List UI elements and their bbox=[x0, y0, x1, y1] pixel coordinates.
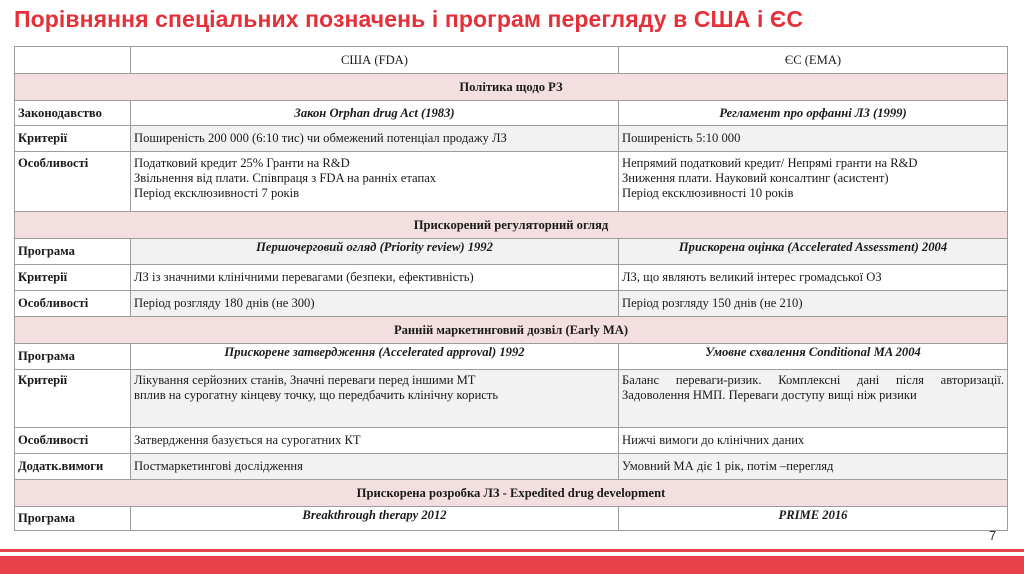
usa-cell: Період розгляду 180 днів (не 300) bbox=[131, 291, 619, 317]
row-label: Додатк.вимоги bbox=[15, 454, 131, 480]
table-row bbox=[15, 507, 1008, 531]
header-cell-usa: США (FDA) bbox=[131, 47, 619, 74]
eu-cell: Умовний МА діє 1 рік, потім –перегляд bbox=[619, 454, 1008, 480]
header-cell-eu: ЄС (EMA) bbox=[619, 47, 1008, 74]
row-label: Особливості bbox=[15, 152, 131, 212]
section-heading-row bbox=[15, 480, 1008, 507]
eu-cell bbox=[619, 152, 1008, 212]
eu-cell: Умовне схвалення Conditional MA 2004 bbox=[619, 344, 1008, 370]
cell-line: Зниження плати. Науковий консалтинг (асистент) bbox=[622, 171, 889, 185]
page-number: 7 bbox=[989, 528, 997, 543]
cell-line: Період ексклюзивності 7 років bbox=[134, 186, 300, 200]
cell-line: Податковий кредит 25% Гранти на R&D bbox=[134, 156, 350, 170]
eu-cell: Поширеність 5:10 000 bbox=[619, 126, 1008, 152]
comparison-table bbox=[14, 46, 1008, 531]
row-label: Критерії bbox=[15, 126, 131, 152]
eu-cell: ЛЗ, що являють великий інтерес громадської ОЗ bbox=[619, 265, 1008, 291]
row-label: Особливості bbox=[15, 291, 131, 317]
table-row bbox=[15, 454, 1008, 480]
eu-cell: Баланс переваги-ризик. Комплексні дані після авторизації. Задоволення НМП. Переваги доступу вищі ніж ризики bbox=[619, 370, 1008, 428]
row-label: Критерії bbox=[15, 265, 131, 291]
usa-cell: Breakthrough therapy 2012 bbox=[131, 507, 619, 531]
usa-cell: Затвердження базується на сурогатних КТ bbox=[131, 428, 619, 454]
section-heading: Політика щодо РЗ bbox=[15, 74, 1008, 101]
row-label: Програма bbox=[15, 507, 131, 531]
footer-stripe bbox=[0, 549, 1024, 552]
row-label: Особливості bbox=[15, 428, 131, 454]
cell-line: Звільнення від плати. Співпраця з FDA на ранніх етапах bbox=[134, 171, 437, 185]
section-heading-row bbox=[15, 317, 1008, 344]
usa-cell bbox=[131, 152, 619, 212]
eu-cell: Регламент про орфанні ЛЗ (1999) bbox=[619, 101, 1008, 126]
table-row bbox=[15, 265, 1008, 291]
eu-cell: Період розгляду 150 днів (не 210) bbox=[619, 291, 1008, 317]
header-cell-empty bbox=[15, 47, 131, 74]
cell-line: Лікування серйозних станів, Значні переваги перед іншими МТ bbox=[134, 373, 476, 387]
cell-line: Непрямий податковий кредит/ Непрямі гранти на R&D bbox=[622, 156, 918, 170]
cell-line: вплив на сурогатну кінцеву точку, що передбачить клінічну користь bbox=[134, 388, 499, 402]
row-label: Законодавство bbox=[15, 101, 131, 126]
usa-cell: ЛЗ із значними клінічними перевагами (безпеки, ефективність) bbox=[131, 265, 619, 291]
row-label: Програма bbox=[15, 344, 131, 370]
eu-cell: PRIME 2016 bbox=[619, 507, 1008, 531]
section-heading-row bbox=[15, 74, 1008, 101]
table-row bbox=[15, 239, 1008, 265]
cell-line: Період ексклюзивності 10 років bbox=[622, 186, 794, 200]
section-heading-row bbox=[15, 212, 1008, 239]
table-header-row bbox=[15, 47, 1008, 74]
table-row bbox=[15, 126, 1008, 152]
table-row bbox=[15, 370, 1008, 428]
table-row bbox=[15, 152, 1008, 212]
usa-cell bbox=[131, 370, 619, 428]
eu-cell: Нижчі вимоги до клінічних даних bbox=[619, 428, 1008, 454]
slide-title: Порівняння спеціальних позначень і програм перегляду в США і ЄС bbox=[14, 6, 804, 32]
table-row bbox=[15, 428, 1008, 454]
row-label: Критерії bbox=[15, 370, 131, 428]
footer-band bbox=[0, 556, 1024, 574]
usa-cell: Прискорене затвердження (Accelerated approval) 1992 bbox=[131, 344, 619, 370]
usa-cell: Першочерговий огляд (Priority review) 1992 bbox=[131, 239, 619, 265]
table-row bbox=[15, 344, 1008, 370]
section-heading: Прискорена розробка ЛЗ - Expedited drug development bbox=[15, 480, 1008, 507]
eu-cell: Прискорена оцінка (Accelerated Assessment) 2004 bbox=[619, 239, 1008, 265]
row-label: Програма bbox=[15, 239, 131, 265]
usa-cell: Закон Orphan drug Act (1983) bbox=[131, 101, 619, 126]
section-heading: Прискорений регуляторний огляд bbox=[15, 212, 1008, 239]
section-heading: Ранній маркетинговий дозвіл (Early MA) bbox=[15, 317, 1008, 344]
usa-cell: Поширеність 200 000 (6:10 тис) чи обмежений потенціал продажу ЛЗ bbox=[131, 126, 619, 152]
table-row bbox=[15, 101, 1008, 126]
table-row bbox=[15, 291, 1008, 317]
usa-cell: Постмаркетингові дослідження bbox=[131, 454, 619, 480]
